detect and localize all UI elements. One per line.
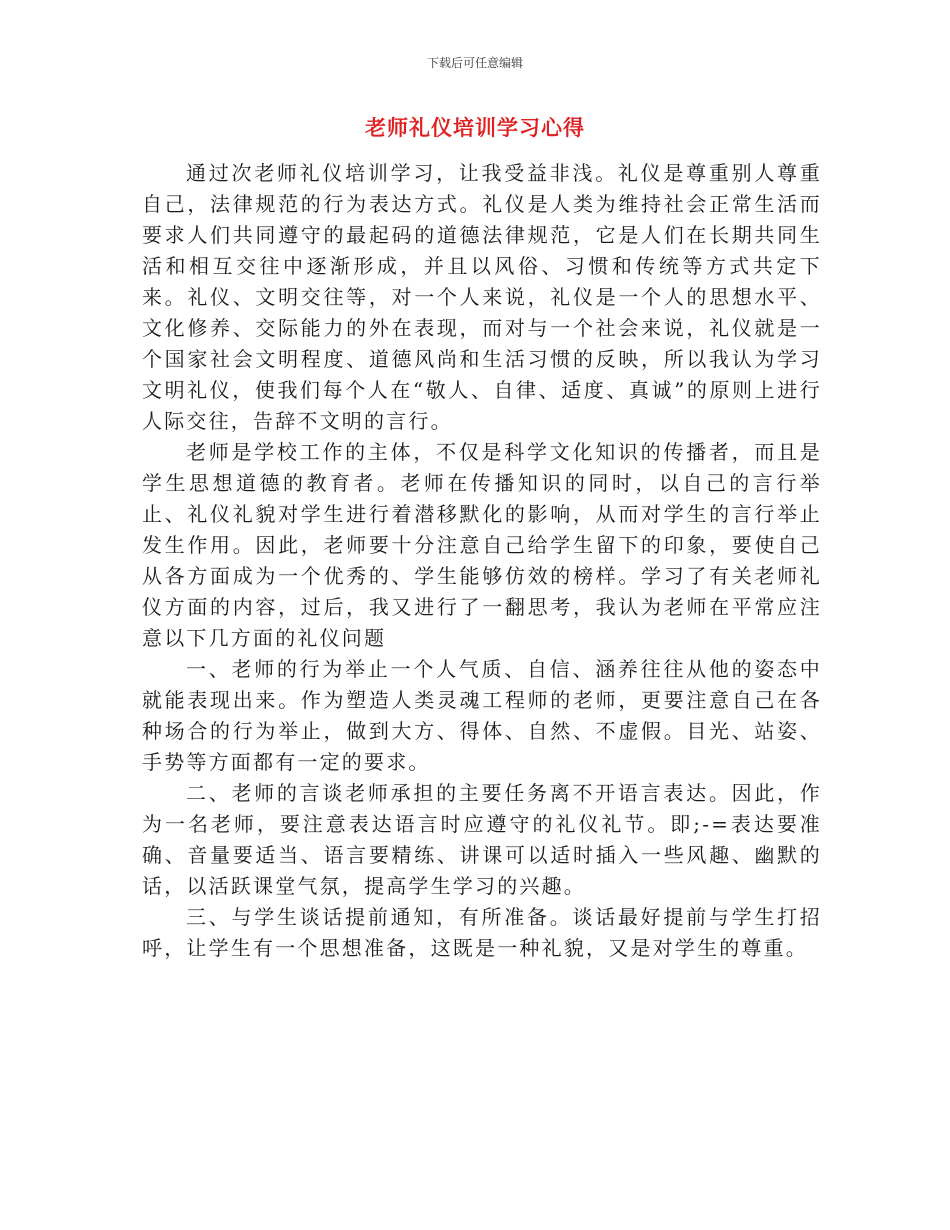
paragraph-4: 二、老师的言谈老师承担的主要任务离不开语言表达。因此，作为一名老师，要注意表达语言时应遵守的礼仪礼节。即;-=表达要准确、音量要适当、语言要精练、讲课可以适时插入一些风趣、幽默的话，以活跃课堂气氛，提高学生学习的兴趣。 (142, 781, 822, 898)
paragraph-3: 一、老师的行为举止一个人气质、自信、涵养往往从他的姿态中就能表现出来。作为塑造人类灵魂工程师的老师，更要注意自己在各种场合的行为举止，做到大方、得体、自然、不虚假。目光、站姿、手势等方面都有一定的要求。 (142, 657, 822, 774)
paragraph-5: 三、与学生谈话提前通知，有所准备。谈话最好提前与学生打招呼，让学生有一个思想准备，这既是一种礼貌，又是对学生的尊重。 (142, 905, 822, 960)
paragraph-1: 通过次老师礼仪培训学习，让我受益非浅。礼仪是尊重别人尊重自己，法律规范的行为表达方式。礼仪是人类为维持社会正常生活而要求人们共同遵守的最起码的道德法律规范，它是人们在长期共同生活和相互交往中逐渐形成，并且以风俗、习惯和传统等方式共定下来。礼仪、文明交往等，对一个人来说，礼仪是一个人的思想水平、文化修养、交际能力的外在表现，而对与一个社会来说，礼仪就是一个国家社会文明程度、道德风尚和生活习惯的反映，所以我认为学习文明礼仪，使我们每个人在“敬人、自律、适度、真诚”的原则上进行人际交往，告辞不文明的言行。 (142, 161, 822, 433)
paragraph-2: 老师是学校工作的主体，不仅是科学文化知识的传播者，而且是学生思想道德的教育者。老师在传播知识的同时，以自己的言行举止、礼仪礼貌对学生进行着潜移默化的影响，从而对学生的言行举止发生作用。因此，老师要十分注意自己给学生留下的印象，要使自己从各方面成为一个优秀的、学生能够仿效的榜样。学习了有关老师礼仪方面的内容，过后，我又进行了一翻思考，我认为老师在平常应注意以下几方面的礼仪问题 (142, 440, 822, 650)
header-note: 下载后可任意编辑 (426, 56, 523, 70)
document-title: 老师礼仪培训学习心得 (365, 116, 585, 140)
document-body (142, 158, 822, 964)
